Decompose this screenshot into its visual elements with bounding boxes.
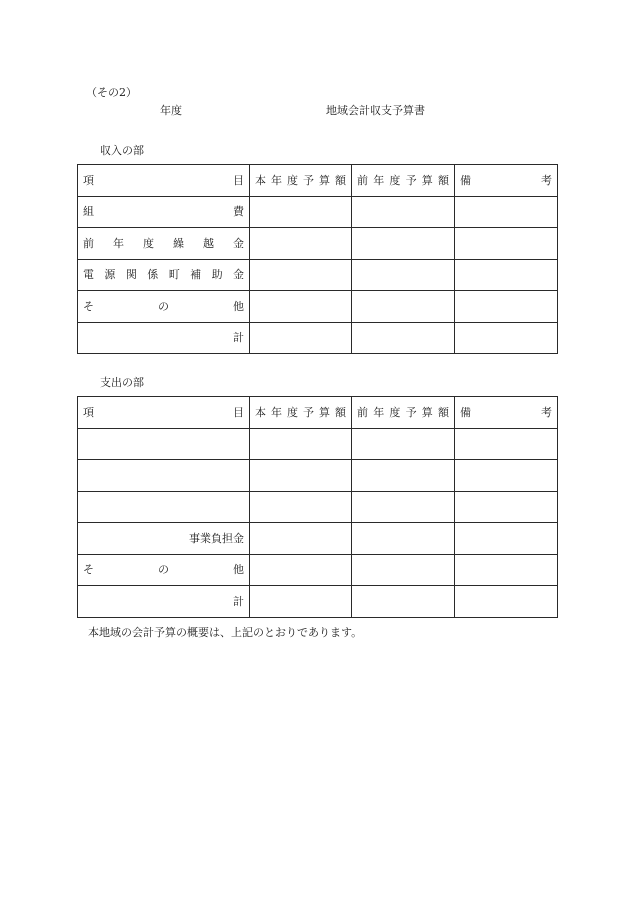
current-budget-cell[interactable] xyxy=(250,322,352,354)
income-item-label: 前年度繰越金 xyxy=(78,228,250,260)
expense-header-row xyxy=(78,397,558,429)
remarks-cell[interactable] xyxy=(455,523,558,555)
expense-total-label: 計 xyxy=(78,586,250,618)
current-budget-cell[interactable] xyxy=(250,491,352,523)
header-previous-budget: 前年度予算額 xyxy=(352,165,455,197)
income-total-row xyxy=(78,322,558,354)
previous-budget-cell[interactable] xyxy=(352,491,455,523)
previous-budget-cell[interactable] xyxy=(352,259,455,291)
current-budget-cell[interactable] xyxy=(250,228,352,260)
project-burden-label: 事業負担金 xyxy=(78,523,250,555)
remarks-cell[interactable] xyxy=(455,428,558,460)
income-item-label: 組 費 xyxy=(78,196,250,228)
previous-budget-cell[interactable] xyxy=(352,523,455,555)
remarks-cell[interactable] xyxy=(455,196,558,228)
expense-item-cell[interactable] xyxy=(78,491,250,523)
previous-budget-cell[interactable] xyxy=(352,291,455,323)
expense-table xyxy=(77,396,558,618)
expense-other-label: そ の 他 xyxy=(78,554,250,586)
current-budget-cell[interactable] xyxy=(250,523,352,555)
remarks-cell[interactable] xyxy=(455,259,558,291)
income-header-row xyxy=(78,165,558,197)
remarks-cell[interactable] xyxy=(455,460,558,492)
expense-total-row xyxy=(78,586,558,618)
table-row xyxy=(78,228,558,260)
expense-item-cell[interactable] xyxy=(78,428,250,460)
current-budget-cell[interactable] xyxy=(250,586,352,618)
header-current-budget: 本年度予算額 xyxy=(250,397,352,429)
previous-budget-cell[interactable] xyxy=(352,428,455,460)
income-item-label: そ の 他 xyxy=(78,291,250,323)
header-item: 項 目 xyxy=(78,397,250,429)
remarks-cell[interactable] xyxy=(455,322,558,354)
table-row xyxy=(78,259,558,291)
table-row xyxy=(78,291,558,323)
current-budget-cell[interactable] xyxy=(250,291,352,323)
header-remarks: 備 考 xyxy=(455,397,558,429)
header-remarks: 備 考 xyxy=(455,165,558,197)
table-row xyxy=(78,523,558,555)
table-row xyxy=(78,491,558,523)
table-row xyxy=(78,196,558,228)
table-row xyxy=(78,554,558,586)
expense-item-cell[interactable] xyxy=(78,460,250,492)
previous-budget-cell[interactable] xyxy=(352,554,455,586)
previous-budget-cell[interactable] xyxy=(352,228,455,260)
document-title: 地域会計収支予算書 xyxy=(326,104,425,117)
income-item-label: 電源関係町補助金 xyxy=(78,259,250,291)
table-row xyxy=(78,428,558,460)
header-previous-budget: 前年度予算額 xyxy=(352,397,455,429)
current-budget-cell[interactable] xyxy=(250,460,352,492)
current-budget-cell[interactable] xyxy=(250,259,352,291)
table-row xyxy=(78,460,558,492)
remarks-cell[interactable] xyxy=(455,228,558,260)
current-budget-cell[interactable] xyxy=(250,196,352,228)
previous-budget-cell[interactable] xyxy=(352,322,455,354)
current-budget-cell[interactable] xyxy=(250,428,352,460)
form-number: （その2） xyxy=(86,86,137,99)
expense-section-title: 支出の部 xyxy=(100,376,144,389)
closing-statement: 本地域の会計予算の概要は、上記のとおりであります。 xyxy=(88,626,363,639)
previous-budget-cell[interactable] xyxy=(352,460,455,492)
previous-budget-cell[interactable] xyxy=(352,196,455,228)
income-total-label: 計 xyxy=(78,322,250,354)
remarks-cell[interactable] xyxy=(455,554,558,586)
remarks-cell[interactable] xyxy=(455,291,558,323)
current-budget-cell[interactable] xyxy=(250,554,352,586)
fiscal-year-label: 年度 xyxy=(160,104,182,117)
remarks-cell[interactable] xyxy=(455,491,558,523)
income-table xyxy=(77,164,558,354)
remarks-cell[interactable] xyxy=(455,586,558,618)
header-item: 項 目 xyxy=(78,165,250,197)
header-current-budget: 本年度予算額 xyxy=(250,165,352,197)
previous-budget-cell[interactable] xyxy=(352,586,455,618)
income-section-title: 収入の部 xyxy=(100,144,144,157)
